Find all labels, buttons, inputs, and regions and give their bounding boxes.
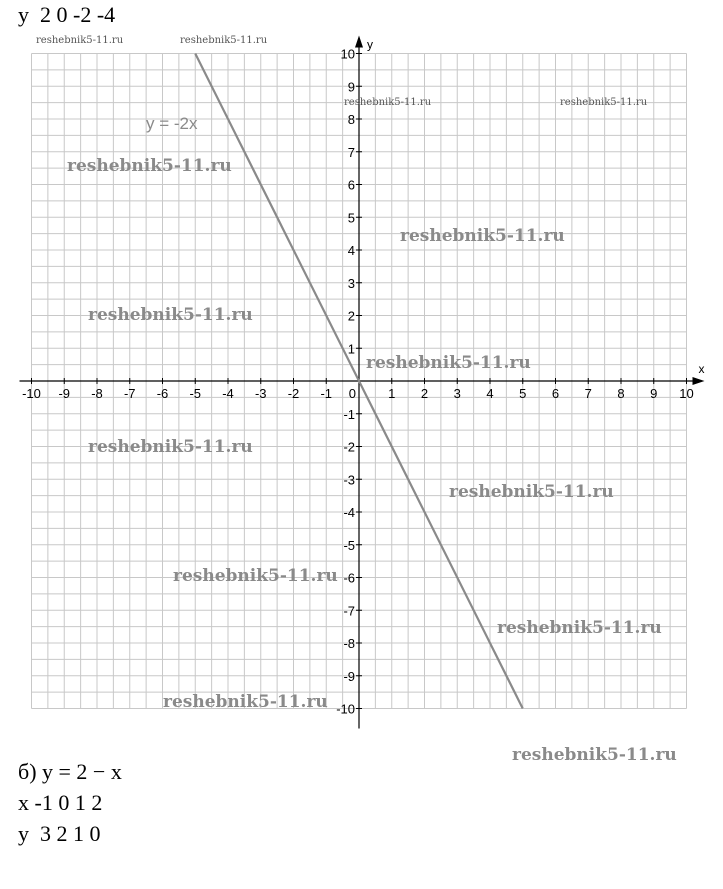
y-axis-arrow [355,36,363,48]
x-tick-label: -2 [287,386,300,401]
watermark-text: reshebnik5-11.ru [344,97,432,108]
series-label: y = -2x [146,114,198,133]
y-tick-label: 2 [347,308,355,324]
y-tick-label: -3 [343,472,355,488]
watermark-text: reshebnik5-11.ru [449,482,614,502]
footer-line-3: у 3 2 1 0 [18,821,101,846]
x-tick-label: 10 [679,386,694,401]
x-tick-label: 6 [551,386,560,401]
x-tick-label: -4 [222,386,234,401]
watermark-text: reshebnik5-11.ru [88,437,253,457]
x-axis-arrow [693,377,705,385]
watermark-text: reshebnik5-11.ru [180,35,268,46]
y-tick-label: 8 [347,112,355,127]
y-tick-label: -6 [343,570,355,586]
y-tick-label: -8 [343,636,355,651]
y-tick-label: -10 [336,701,355,717]
watermark-text: reshebnik5-11.ru [560,97,648,108]
watermark-text: reshebnik5-11.ru [163,692,328,712]
footer-line-1: б) у = 2 − х [18,759,122,784]
watermark-text: reshebnik5-11.ru [88,305,253,325]
y-tick-label: -9 [343,668,355,684]
y-tick-label: -5 [343,537,355,553]
y-tick-label: -2 [343,439,355,455]
x-tick-label: 2 [420,386,429,401]
watermark-text: reshebnik5-11.ru [400,226,565,246]
x-tick-label: 1 [388,386,396,401]
watermark-text: reshebnik5-11.ru [67,156,232,176]
watermark-text: reshebnik5-11.ru [173,566,338,586]
y-tick-label: 1 [347,341,355,357]
x-tick-label: -10 [22,386,41,401]
y-tick-label: 4 [347,243,355,258]
y-tick-label: 5 [347,210,355,226]
watermark-text: reshebnik5-11.ru [36,35,124,46]
x-tick-label: 3 [453,386,461,401]
header-table-row: у 2 0 -2 -4 [18,2,116,27]
x-tick-label: -9 [58,386,71,401]
watermark-text: reshebnik5-11.ru [366,353,531,373]
x-tick-label: 9 [650,386,658,401]
x-tick-label: 0 [348,386,356,401]
x-tick-label: 8 [617,386,625,401]
watermark-text: reshebnik5-11.ru [512,745,677,765]
y-tick-label: 10 [340,46,355,62]
tick-labels [22,38,704,717]
y-axis-label: y [367,37,373,52]
x-tick-label: -3 [254,386,267,401]
x-tick-label: -7 [123,386,136,401]
x-tick-label: -1 [320,386,333,401]
x-tick-label: 7 [584,386,592,401]
x-tick-label: -6 [156,386,169,401]
y-tick-label: -4 [343,505,355,520]
x-tick-label: -8 [91,386,103,401]
x-tick-label: 4 [486,386,494,401]
y-tick-label: 7 [347,144,355,160]
y-tick-label: -7 [343,603,355,619]
y-tick-label: -1 [343,406,355,422]
footer-line-2: х -1 0 1 2 [18,790,103,815]
y-tick-label: 6 [347,177,355,193]
y-tick-label: 3 [347,275,355,291]
x-axis-label: x [698,362,705,376]
watermark-text: reshebnik5-11.ru [497,618,662,638]
y-tick-label: 9 [347,79,355,95]
x-tick-label: -5 [189,386,202,401]
x-tick-label: 5 [519,386,527,401]
